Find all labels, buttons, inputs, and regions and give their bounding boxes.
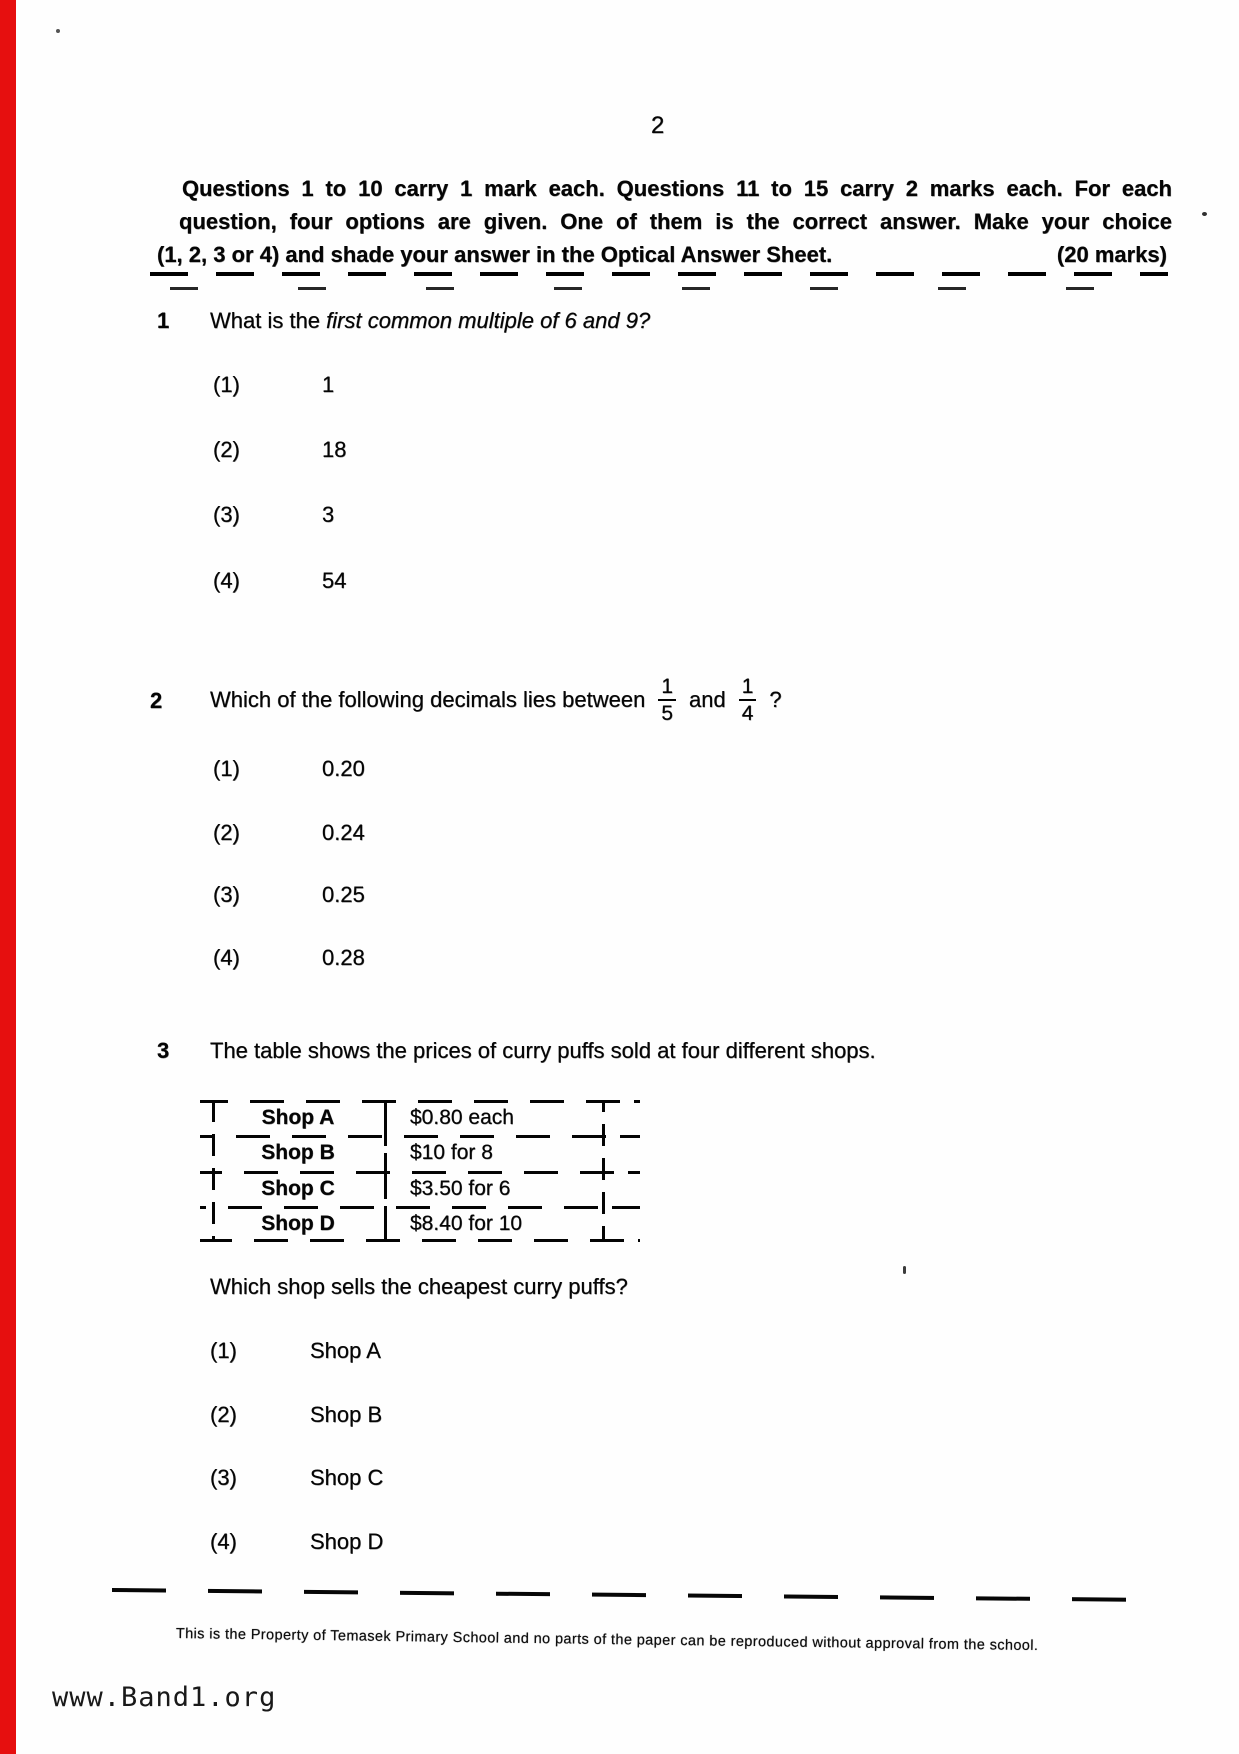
option-label: (2)	[213, 820, 240, 845]
instructions-line-3	[157, 242, 1167, 268]
question-2-number: 2	[150, 688, 163, 713]
footer-property-note: This is the Property of Temasek Primary School and no parts of the paper can be reproduced without approval from the school.	[175, 1626, 1039, 1655]
option-value: Shop A	[310, 1338, 381, 1363]
question-3-number: 3	[157, 1038, 170, 1063]
option-value: Shop D	[310, 1529, 384, 1554]
table-cell-shop: Shop B	[261, 1141, 335, 1164]
option-value: 54	[322, 568, 347, 593]
price-table	[200, 1100, 640, 1242]
option-value: 1	[322, 372, 335, 397]
fraction-numerator: 1	[741, 674, 754, 698]
scan-edge-red-bar	[0, 0, 16, 1754]
question-1-text-plain: What is the	[210, 308, 327, 333]
question-1-number: 1	[157, 308, 170, 333]
question-2-text-before: Which of the following decimals lies between	[210, 687, 646, 712]
option-value: 3	[322, 502, 335, 527]
table-cell-shop: Shop A	[261, 1106, 335, 1129]
question-3-text: The table shows the prices of curry puffs sold at four different shops.	[210, 1038, 876, 1063]
scan-speck	[56, 29, 60, 33]
question-1-text-italic: first common multiple of 6 and 9?	[326, 308, 651, 333]
question-1-option-1	[213, 372, 335, 398]
question-2-option-4	[213, 945, 365, 971]
question-1-option-3	[213, 502, 335, 528]
table-cell-price: $0.80 each	[410, 1106, 514, 1129]
question-3-option-4	[210, 1529, 384, 1555]
question-2-option-2	[213, 820, 365, 846]
table-cell-shop: Shop C	[261, 1177, 335, 1200]
option-label: (4)	[213, 568, 240, 593]
instructions-line-1: Questions 1 to 10 carry 1 mark each. Questions 11 to 15 carry 2 marks each. For each	[182, 176, 1172, 201]
fraction-denominator: 5	[658, 699, 676, 725]
question-1-option-2	[213, 437, 347, 463]
table-cell-price: $3.50 for 6	[410, 1177, 511, 1200]
option-label: (3)	[213, 882, 240, 907]
option-label: (2)	[213, 437, 240, 462]
option-value: 0.20	[322, 756, 365, 781]
option-label: (1)	[210, 1338, 237, 1363]
dashed-separator-line	[112, 1588, 1147, 1602]
option-label: (3)	[210, 1465, 237, 1490]
question-2-option-3	[213, 882, 365, 908]
scan-speck	[1202, 212, 1207, 216]
option-value: Shop C	[310, 1465, 384, 1490]
table-border-line	[602, 1100, 605, 1242]
option-label: (4)	[210, 1529, 237, 1554]
instructions-line-2: question, four options are given. One of them is the correct answer. Make your choice	[179, 209, 1172, 234]
option-label: (3)	[213, 502, 240, 527]
option-value: 18	[322, 437, 347, 462]
option-label: (1)	[213, 756, 240, 781]
option-label: (4)	[213, 945, 240, 970]
table-cell-price: $8.40 for 10	[410, 1212, 523, 1235]
question-3-option-1	[210, 1338, 381, 1364]
marks-label: (20 marks)	[1056, 242, 1167, 267]
question-3-option-2	[210, 1402, 383, 1428]
option-label: (1)	[213, 372, 240, 397]
question-2-option-1	[213, 756, 365, 782]
watermark-url: www.Band1.org	[52, 1682, 277, 1713]
option-value: 0.28	[322, 945, 365, 970]
instructions-line-3-text: (1, 2, 3 or 4) and shade your answer in the Optical Answer Sheet.	[157, 242, 833, 267]
table-cell-price: $10 for 8	[410, 1141, 493, 1164]
table-border-line	[384, 1100, 387, 1242]
question-3-option-3	[210, 1465, 384, 1491]
question-2-text-mid: and	[689, 687, 726, 712]
option-value: 0.25	[322, 882, 365, 907]
fraction-one-quarter	[739, 675, 757, 725]
question-1-text	[210, 308, 650, 334]
question-2-text	[210, 658, 782, 742]
scan-speck	[903, 1266, 906, 1274]
fraction-denominator: 4	[739, 699, 757, 725]
scan-underline	[150, 272, 1168, 276]
option-value: 0.24	[322, 820, 365, 845]
question-2-text-after: ?	[769, 687, 782, 712]
option-value: Shop B	[310, 1402, 383, 1427]
option-label: (2)	[210, 1402, 237, 1427]
question-1-option-4	[213, 568, 347, 594]
page-number: 2	[651, 112, 665, 139]
scan-underline	[152, 287, 1166, 290]
fraction-one-fifth	[658, 675, 676, 725]
question-3-sub-question: Which shop sells the cheapest curry puffs?	[210, 1274, 628, 1299]
fraction-numerator: 1	[661, 674, 674, 698]
table-cell-shop: Shop D	[261, 1212, 335, 1235]
